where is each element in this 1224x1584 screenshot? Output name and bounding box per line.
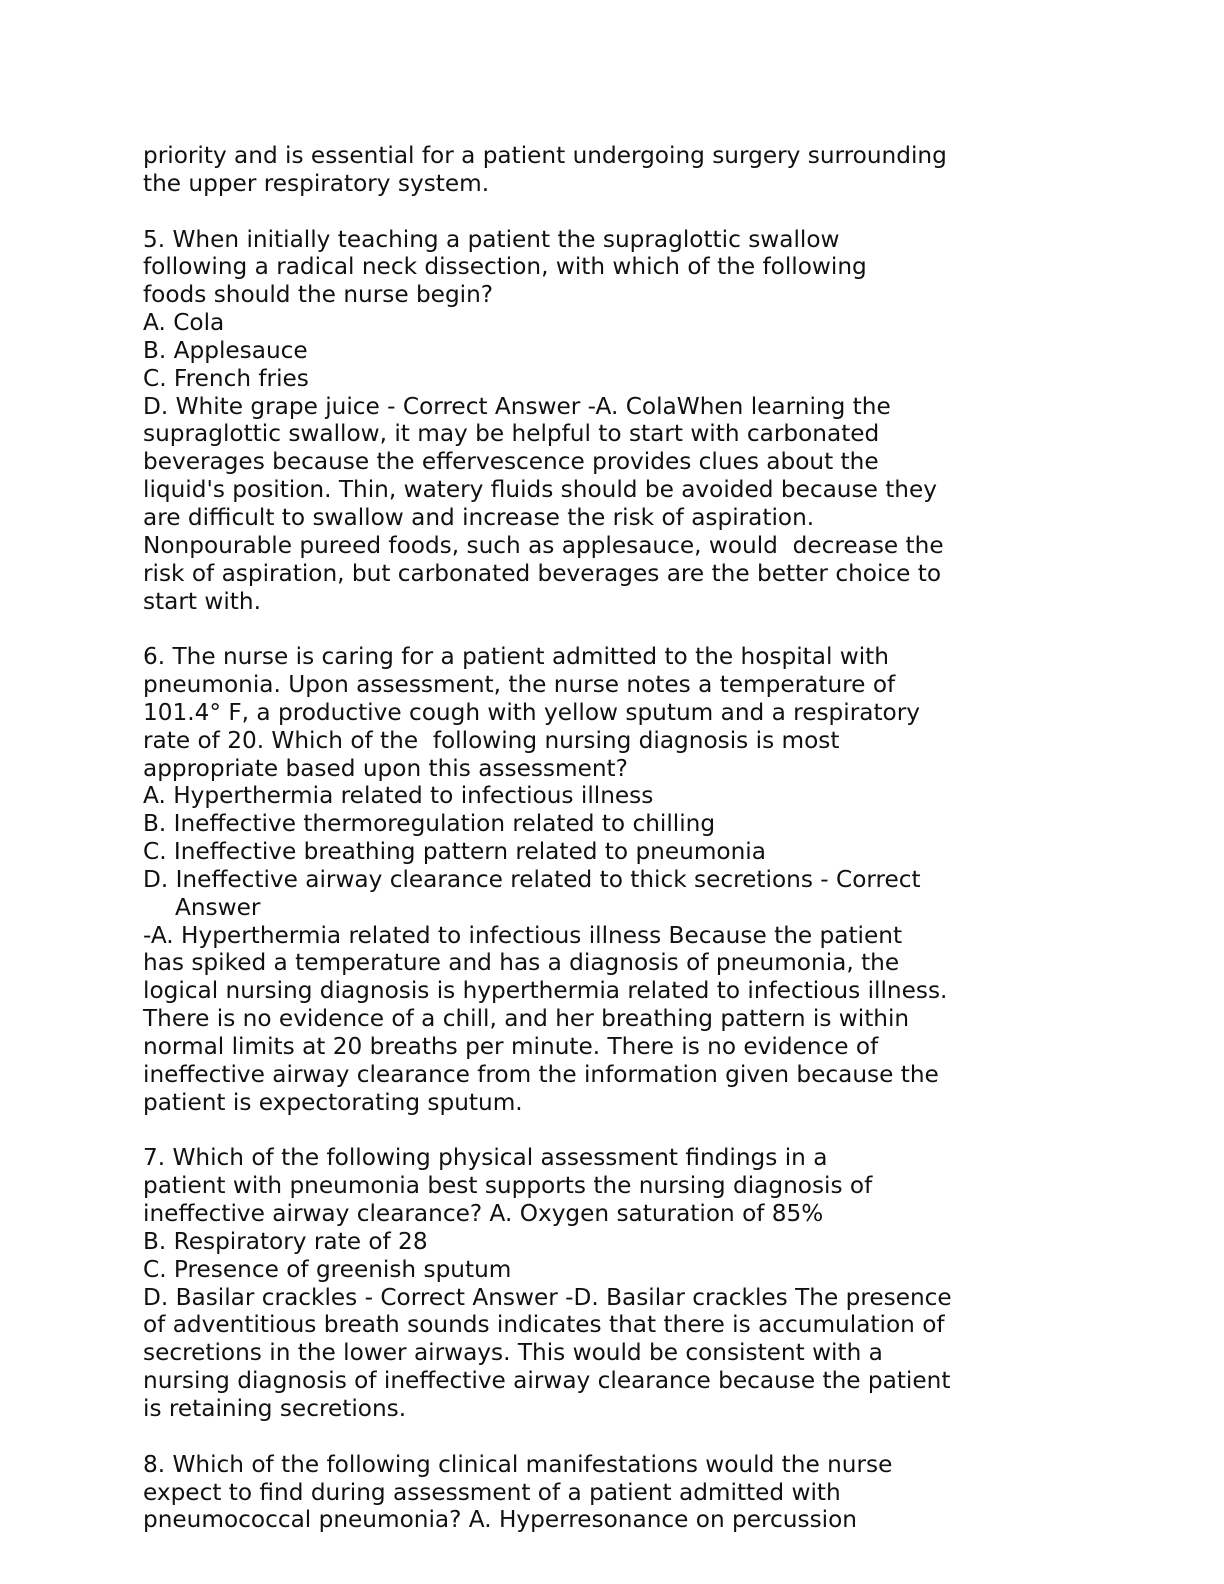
- question-stem-line: appropriate based upon this assessment?: [143, 754, 628, 782]
- question-stem-line: expect to find during assessment of a patient admitted with: [143, 1478, 841, 1506]
- rationale-line: supraglottic swallow, it may be helpful to start with carbonated: [143, 420, 880, 448]
- answer-option-b: B. Respiratory rate of 28: [143, 1227, 428, 1255]
- answer-option-d: D. Basilar crackles - Correct Answer -D. Basilar crackles The presence: [143, 1283, 952, 1311]
- answer-option-a: A. Hyperthermia related to infectious illness: [143, 782, 654, 810]
- answer-option-d: D. Ineffective airway clearance related to thick secretions - Correct: [143, 865, 921, 893]
- rationale-line: of adventitious breath sounds indicates that there is accumulation of: [143, 1311, 945, 1339]
- question-6: [143, 643, 1103, 1116]
- answer-option-c: C. Presence of greenish sputum: [143, 1255, 512, 1283]
- question-stem-line: 8. Which of the following clinical manifestations would the nurse: [143, 1450, 893, 1478]
- intro-paragraph: [143, 142, 1103, 198]
- question-stem-line: pneumonia. Upon assessment, the nurse notes a temperature of: [143, 671, 896, 699]
- answer-option-b: B. Applesauce: [143, 336, 308, 364]
- question-stem-line: 5. When initially teaching a patient the supraglottic swallow: [143, 225, 840, 253]
- rationale-line: liquid's position. Thin, watery fluids should be avoided because they: [143, 476, 937, 504]
- question-8: [143, 1451, 1103, 1535]
- answer-option-c: C. French fries: [143, 364, 309, 392]
- rationale-line: risk of aspiration, but carbonated beverages are the better choice to: [143, 559, 942, 587]
- rationale-line: nursing diagnosis of ineffective airway clearance because the patient: [143, 1367, 951, 1395]
- rationale-line: There is no evidence of a chill, and her breathing pattern is within: [143, 1005, 910, 1033]
- question-stem-line: 6. The nurse is caring for a patient admitted to the hospital with: [143, 643, 889, 671]
- text-line: priority and is essential for a patient undergoing surgery surrounding: [143, 142, 947, 169]
- rationale-line: Nonpourable pureed foods, such as applesauce, would decrease the: [143, 531, 944, 559]
- question-stem-line: ineffective airway clearance? A. Oxygen saturation of 85%: [143, 1200, 824, 1228]
- rationale-line: normal limits at 20 breaths per minute. There is no evidence of: [143, 1033, 879, 1060]
- paragraph-gap: [143, 615, 1103, 643]
- rationale-line: ineffective airway clearance from the information given because the: [143, 1060, 939, 1088]
- rationale-line: is retaining secretions.: [143, 1394, 407, 1422]
- question-stem-line: 7. Which of the following physical assessment findings in a: [143, 1144, 828, 1172]
- question-stem-line: patient with pneumonia best supports the nursing diagnosis of: [143, 1172, 873, 1200]
- question-stem-line: rate of 20. Which of the following nursing diagnosis is most: [143, 726, 840, 754]
- answer-option-d-continued: Answer: [175, 893, 261, 921]
- rationale-line: beverages because the effervescence provides clues about the: [143, 448, 879, 476]
- answer-option-c: C. Ineffective breathing pattern related to pneumonia: [143, 838, 766, 866]
- rationale-line: are difficult to swallow and increase the risk of aspiration.: [143, 503, 815, 531]
- question-7: [143, 1144, 1103, 1422]
- rationale-line: -A. Hyperthermia related to infectious illness Because the patient: [143, 921, 903, 949]
- question-stem-line: pneumococcal pneumonia? A. Hyperresonance on percussion: [143, 1506, 857, 1534]
- rationale-line: start with.: [143, 587, 261, 615]
- rationale-line: logical nursing diagnosis is hyperthermia related to infectious illness.: [143, 977, 948, 1005]
- question-stem-line: 101.4° F, a productive cough with yellow sputum and a respiratory: [143, 698, 920, 726]
- question-stem-line: following a radical neck dissection, with which of the following: [143, 253, 867, 281]
- rationale-line: has spiked a temperature and has a diagnosis of pneumonia, the: [143, 949, 900, 977]
- paragraph-gap: [143, 198, 1103, 226]
- rationale-line: secretions in the lower airways. This would be consistent with a: [143, 1339, 883, 1367]
- answer-option-a: A. Cola: [143, 309, 225, 337]
- text-line: the upper respiratory system.: [143, 169, 490, 197]
- question-stem-line: foods should the nurse begin?: [143, 281, 494, 309]
- paragraph-gap: [143, 1117, 1103, 1145]
- answer-option-b: B. Ineffective thermoregulation related to chilling: [143, 810, 716, 838]
- answer-option-d: D. White grape juice - Correct Answer -A. ColaWhen learning the: [143, 392, 891, 420]
- rationale-line: patient is expectorating sputum.: [143, 1088, 523, 1116]
- document-page: [143, 142, 1103, 1534]
- question-5: [143, 226, 1103, 616]
- paragraph-gap: [143, 1423, 1103, 1451]
